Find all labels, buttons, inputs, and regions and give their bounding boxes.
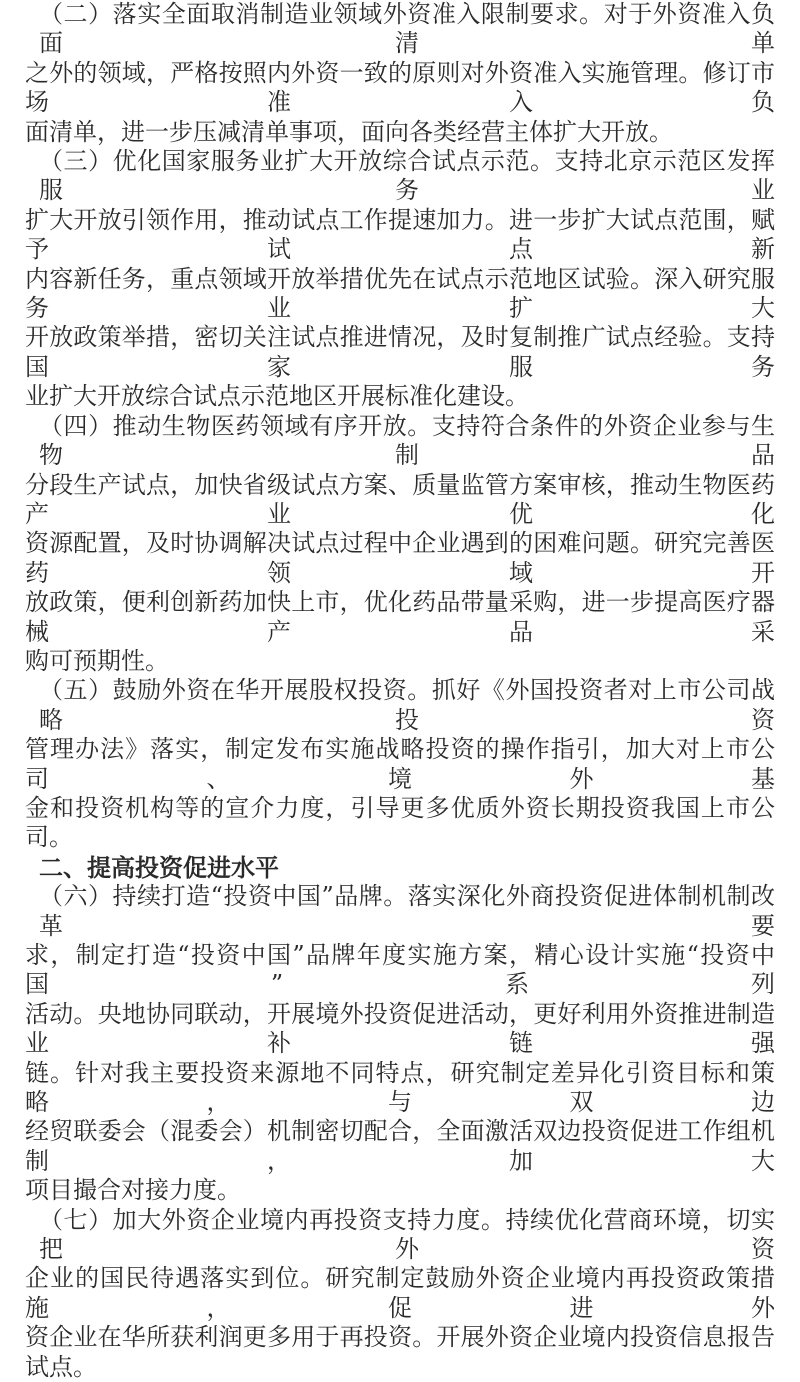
paragraph (25, 882, 775, 1205)
text-line: 项目撮合对接力度。 (25, 1176, 241, 1205)
text-line: 资企业在华所获利润更多用于再投资。开展外资企业境内投资信息报告试点。 (25, 1323, 775, 1381)
text-line: 金和投资机构等的宣介力度，引导更多优质外资长期投资我国上市公司。 (25, 793, 775, 852)
paragraph (25, 676, 775, 852)
text-line: 资源配置，及时协调解决试点过程中企业遇到的困难问题。研究完善医药领域开 (25, 529, 775, 587)
text-line: （七）加大外资企业境内再投资支持力度。持续优化营商环境，切实把外资 (39, 1205, 775, 1264)
text-line: 扩大开放引领作用，推动试点工作提速加力。进一步扩大试点范围，赋予试点新 (25, 205, 775, 264)
heading-text: 二、提高投资促进水平 (39, 852, 279, 882)
text-line: （六）持续打造“投资中国”品牌。落实深化外商投资促进体制机制改革要 (39, 882, 775, 940)
text-line: 面清单，进一步压减清单事项，面向各类经营主体扩大开放。 (25, 117, 673, 146)
paragraph (25, 412, 775, 677)
paragraph (25, 147, 775, 412)
text-line: 经贸联委会（混委会）机制密切配合，全面激活双边投资促进工作组机制，加大 (25, 1117, 775, 1175)
text-line: 放政策，便利创新药加快上市，优化药品带量采购，进一步提高医疗器械产品采 (25, 588, 775, 646)
section-heading (25, 853, 775, 882)
text-line: 购可预期性。 (25, 646, 169, 675)
text-line: 管理办法》落实，制定发布实施战略投资的操作指引，加大对上市公司、境外基 (25, 735, 775, 793)
text-line: （二）落实全面取消制造业领域外资准入限制要求。对于外资准入负面清单 (39, 0, 775, 58)
text-line: 分段生产试点，加快省级试点方案、质量监管方案审核，推动生物医药产业优化 (25, 470, 775, 528)
text-line: （四）推动生物医药领域有序开放。支持符合条件的外资企业参与生物制品 (39, 411, 775, 470)
document-body (25, 0, 775, 1382)
text-line: 企业的国民待遇落实到位。研究制定鼓励外资企业境内再投资政策措施，促进外 (25, 1264, 775, 1322)
paragraph (25, 0, 775, 147)
text-line: 链。针对我主要投资来源地不同特点，研究制定差异化引资目标和策略，与双边 (25, 1058, 775, 1117)
text-line: （三）优化国家服务业扩大开放综合试点示范。支持北京示范区发挥服务业 (39, 147, 775, 205)
text-line: 之外的领域，严格按照内外资一致的原则对外资准入实施管理。修订市场准入负 (25, 58, 775, 117)
text-line: 求，制定打造“投资中国”品牌年度实施方案，精心设计实施“投资中国”系列 (25, 941, 775, 999)
text-line: 业扩大开放综合试点示范地区开展标准化建设。 (25, 382, 529, 411)
text-line: 活动。央地协同联动，开展境外投资促进活动，更好利用外资推进制造业补链强 (25, 999, 775, 1058)
text-line: 开放政策举措，密切关注试点推进情况，及时复制推广试点经验。支持国家服务 (25, 323, 775, 381)
text-line: （五）鼓励外资在华开展股权投资。抓好《外国投资者对上市公司战略投资 (39, 676, 775, 734)
text-line: 内容新任务，重点领域开放举措优先在试点示范地区试验。深入研究服务业扩大 (25, 264, 775, 323)
paragraph (25, 1206, 775, 1382)
